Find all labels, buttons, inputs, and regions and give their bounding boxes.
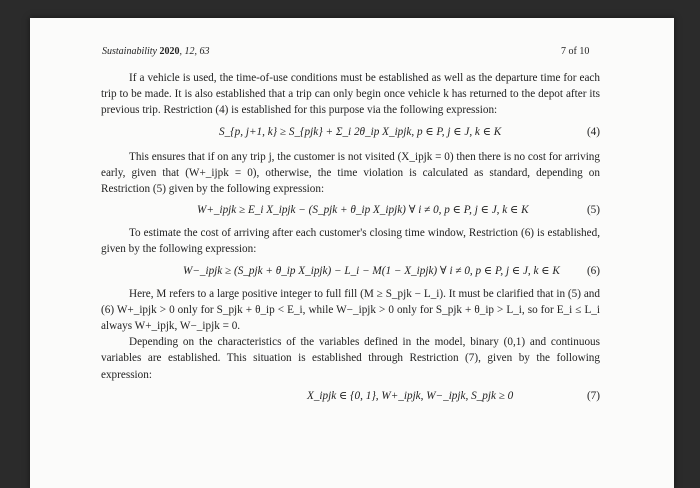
paragraph-5-text: Depending on the characteristics of the variables defined in the model, binary (0,1) and continuous variables are established. This situation is established through Restriction (7), given by the following expression: bbox=[101, 336, 600, 381]
journal-name: Sustainability bbox=[102, 46, 157, 57]
page-number: 7 of 10 bbox=[561, 46, 590, 57]
equation-4 bbox=[101, 119, 600, 145]
equation-4-label: (4) bbox=[586, 125, 600, 138]
paragraph-2-text: This ensures that if on any trip j, the customer is not visited (X_ipjk = 0) then there is no cost for arriving early, given that (W+_ijpk = 0), otherwise, the time violation is calculated as standard, depending on Restriction (5) given by the following expression: bbox=[101, 150, 600, 196]
page-body bbox=[101, 70, 600, 409]
paragraph-2 bbox=[101, 149, 600, 198]
paragraph-4 bbox=[101, 286, 600, 335]
paragraph-1-text: If a vehicle is used, the time-of-use conditions must be established as well as the departure time for each trip to be made. It is also established that a trip can only begin once vehicle k has returned to the depot after its previous trip. Restriction (4) is established for this purpose via the following expression: bbox=[101, 72, 600, 117]
equation-5 bbox=[101, 197, 600, 223]
equation-6-expr: W−_ipjk ≥ (S_pjk + θ_ip X_ipjk) − L_i − M(1 − X_ipjk) ∀ i ≠ 0, p ∈ P, j ∈ J, k ∈ K bbox=[183, 264, 560, 277]
equation-4-expr: S_{p, j+1, k} ≥ S_{pjk} + Σ_i 2θ_ip X_ipjk, p ∈ P, j ∈ J, k ∈ K bbox=[219, 125, 502, 138]
equation-5-expr: W+_ipjk ≥ E_i X_ipjk − (S_pjk + θ_ip X_ipjk) ∀ i ≠ 0, p ∈ P, j ∈ J, k ∈ K bbox=[197, 204, 529, 217]
journal-volume: , 12, 63 bbox=[179, 46, 210, 57]
equation-6-label: (6) bbox=[586, 264, 600, 277]
paragraph-3-text: To estimate the cost of arriving after each customer's closing time window, Restriction (6) is established, given by the following expression: bbox=[101, 227, 600, 256]
equation-5-label: (5) bbox=[586, 204, 600, 217]
paragraph-1 bbox=[101, 70, 600, 119]
equation-7 bbox=[101, 383, 600, 409]
paragraph-4-text: Here, M refers to a large positive integer to full fill (M ≥ S_pjk − L_i). It must be clarified that in (5) and (6) W+_ipjk > 0 only for S_pjk + θ_ip < E_i, while W−_ipjk > 0 only for S_pjk + θ_ip > L_i, so for E_i ≤ L_i always W+_ipjk, W−_ipjk = 0. bbox=[101, 287, 600, 333]
journal-year: 2020 bbox=[159, 46, 180, 57]
paragraph-5 bbox=[101, 334, 600, 383]
equation-7-expr: X_ipjk ∈ {0, 1}, W+_ipjk, W−_ipjk, S_pjk ≥ 0 bbox=[307, 389, 514, 402]
running-header-journal bbox=[102, 46, 210, 57]
document-page bbox=[30, 18, 674, 488]
equation-7-label: (7) bbox=[586, 389, 600, 402]
paragraph-3 bbox=[101, 225, 600, 257]
equation-6 bbox=[101, 258, 600, 284]
